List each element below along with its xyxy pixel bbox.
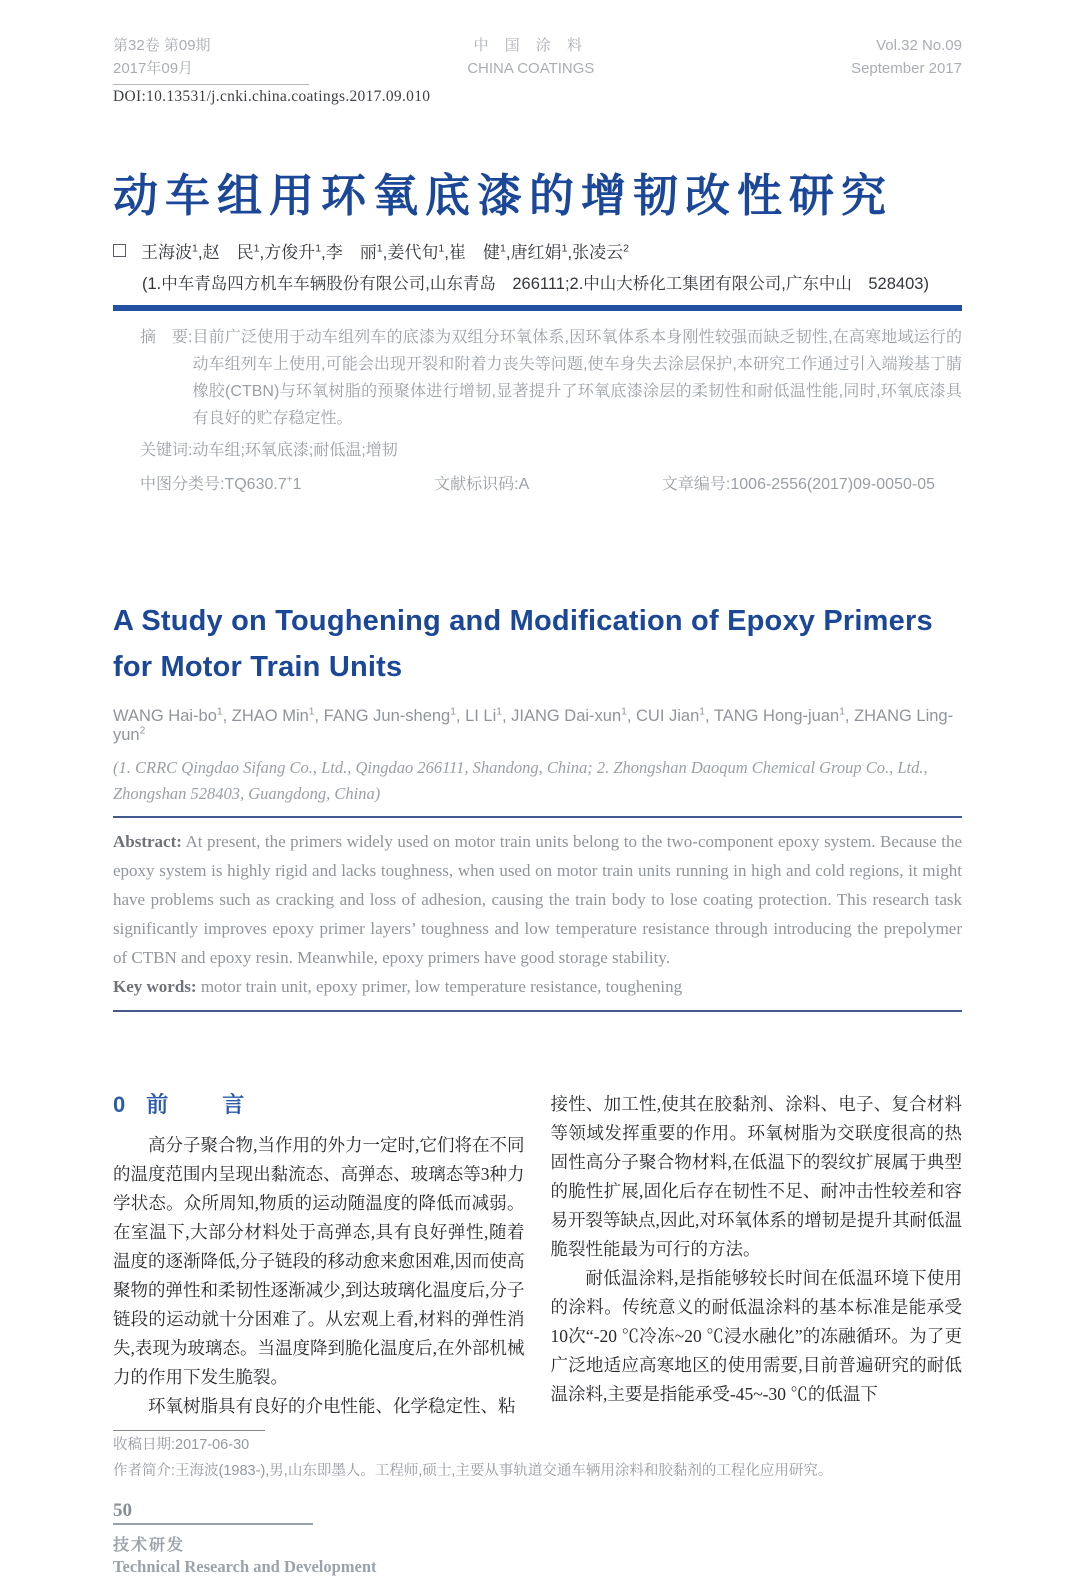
keywords-cn [113, 437, 962, 464]
paragraph: 耐低温涂料,是指能够较长时间在低温环境下使用的涂料。传统意义的耐低温涂料的基本标准是能承受10次“-20 ℃冷冻~20 ℃浸水融化”的冻融循环。为了更广泛地适应高寒地区的使用需要,目前普遍研究的耐低温涂料,主要是指能承受-45~-30 ℃的低温下 [550, 1267, 962, 1404]
document-code-label: 文献标识码: [434, 475, 519, 493]
header-center [467, 34, 594, 80]
column-name-cn: 技术研发 [113, 1536, 186, 1554]
authors-cn-list: 王海波$^1$,赵 民$^1$,方俊升$^1$,李 丽$^1$,姜代旬$^1$,崔 健$^1$,唐红娟$^1$,张凌云$^2$ [141, 242, 630, 262]
article-id [662, 471, 935, 494]
section-title: 前 言 [146, 1091, 261, 1117]
keywords-en [113, 972, 962, 1001]
abstract-en [113, 827, 962, 972]
volume-issue-cn: 第32卷 第09期 [113, 37, 211, 54]
clc-label: 中图分类号: [140, 475, 225, 493]
article-id-value: 1006-2556(2017)09-0050-05 [730, 475, 935, 493]
received-date-label: 收稿日期: [113, 1436, 176, 1453]
abstract-cn-text: 目前广泛使用于动车组列车的底漆为双组分环氧体系,因环氧体系本身刚性较强而缺乏韧性,在高寒地域运行的动车组列车上使用,可能会出现开裂和附着力丧失等问题,使车身失去涂层保护,本研究工作通过引入端羧基丁腈橡胶(CTBN)与环氧树脂的预聚体进行增韧,显著提升了环氧底漆涂层的柔韧性和耐低温性能,同时,环氧底漆具有良好的贮存稳定性。 [192, 328, 962, 427]
abstract-en-label: Abstract: [113, 831, 182, 851]
affiliation-cn: (1.中车青岛四方机车车辆股份有限公司,山东青岛 266111;2.中山大桥化工集团有限公司,广东中山 528403) [142, 274, 929, 293]
article-title-en: A Study on Toughening and Modification of Epoxy Primers for Motor Train Units [113, 604, 933, 683]
keywords-cn-text: 动车组;环氧底漆;耐低温;增韧 [192, 441, 398, 459]
affiliation-en: (1. CRRC Qingdao Sifang Co., Ltd., Qingdao 266111, Shandong, China; 2. Zhongshan Daoqum Chemical Group Co., Ltd., Zhongshan 528403, Guangdong, China) [113, 757, 928, 803]
page-number-rule [113, 1500, 313, 1525]
author-bio [113, 1460, 962, 1483]
footnote-divider [113, 1430, 265, 1431]
article-id-label: 文章编号: [661, 475, 731, 493]
document-code [434, 471, 529, 494]
header-left [113, 34, 211, 80]
received-date-value: 2017-06-30 [175, 1436, 250, 1453]
journal-name-en: CHINA COATINGS [467, 60, 595, 77]
document-code-value: A [518, 475, 530, 493]
paragraph: 接性、加工性,使其在胶黏剂、涂料、电子、复合材料等领域发挥重要的作用。环氧树脂为交联度很高的热固性高分子聚合物材料,在低温下的裂纹扩展属于典型的脆性扩展,固化后存在韧性不足、耐冲击性较差和容易开裂等缺点,因此,对环氧体系的增韧是提升其耐低温脆裂性能最为可行的方法。 [550, 1093, 962, 1259]
doi-divider [113, 84, 309, 85]
abstract-bottom-divider [113, 1010, 962, 1012]
page-number: 50 [113, 1499, 132, 1521]
abstract-cn-label: 摘 要: [140, 328, 193, 346]
abstract-en-text: At present, the primers widely used on motor train units belong to the two-component epoxy system. Because the epoxy system is highly rigid and lacks toughness, when used on motor train units running in high and cold regions, it might have problems such as cracking and loss of adhesion, causing the train body to lose coating protection. This research task significantly improves epoxy primer layers’ toughness and low temperature resistance through introducing the prepolymer of CTBN and epoxy resin. Meanwhile, epoxy primers have good storage stability. [113, 831, 962, 967]
header-right [851, 34, 962, 80]
author-bio-label: 作者简介: [113, 1462, 176, 1479]
classification-row [113, 471, 962, 494]
journal-name-cn: 中 国 涂 料 [473, 37, 589, 54]
doi-text: DOI:10.13531/j.cnki.china.coatings.2017.09.010 [113, 88, 431, 105]
author-marker-icon [113, 244, 126, 257]
clc-superscript: + [286, 474, 293, 486]
article-body [113, 1090, 962, 1421]
body-right-column [551, 1090, 963, 1421]
page-footer [113, 1500, 962, 1577]
paragraph: 环氧树脂具有良好的介电性能、化学稳定性、粘 [148, 1395, 516, 1416]
clc-base: TQ630.7 [224, 475, 287, 493]
keywords-en-text: motor train unit, epoxy primer, low temperature resistance, toughening [196, 976, 683, 996]
section-heading [113, 1090, 525, 1119]
clc-tail: 1 [292, 475, 302, 493]
section-number: 0 [113, 1091, 127, 1117]
column-name-en: Technical Research and Development [113, 1556, 377, 1576]
date-cn: 2017年09月 [113, 60, 194, 77]
clc-number [140, 471, 301, 494]
author-bio-text: 王海波(1983-),男,山东即墨人。工程师,硕士,主要从事轨道交通车辆用涂料和胶黏剂的工程化应用研究。 [175, 1462, 833, 1479]
body-left-column [113, 1090, 525, 1421]
paragraph: 高分子聚合物,当作用的外力一定时,它们将在不同的温度范围内呈现出黏流态、高弹态、玻璃态等3种力学状态。众所周知,物质的运动随温度的降低而减弱。在室温下,大部分材料处于高弹态,具有良好弹性,随着温度的逐渐降低,分子链段的移动愈来愈困难,因而使高聚物的弹性和柔韧性逐渐减少,到达玻璃化温度后,分子链段的运动就十分困难了。从宏观上看,材料的弹性消失,表现为玻璃态。当温度降到脆化温度后,在外部机械力的作用下发生脆裂。 [113, 1134, 525, 1387]
abstract-top-divider [113, 816, 962, 818]
date-en: September 2017 [851, 60, 962, 77]
keywords-cn-label: 关键词: [140, 441, 193, 459]
article-title-cn: 动车组用环氧底漆的增韧改性研究 [113, 170, 894, 221]
title-divider-bar [113, 305, 962, 311]
volume-issue-en: Vol.32 No.09 [876, 37, 962, 54]
keywords-en-label: Key words: [113, 976, 197, 996]
authors-en: WANG Hai-$bo^1$, ZHAO Min$^1$, FANG Jun-sheng$^1$, LI Li$^1$, JIANG Dai-xun$^1$, CUI Jian$^1$, TANG Hong-juan$^1$, ZHANG Ling-yun$^2$ [113, 706, 954, 744]
received-date [113, 1434, 962, 1457]
journal-header [113, 34, 962, 80]
authors-cn [113, 238, 962, 263]
abstract-cn [113, 324, 962, 432]
